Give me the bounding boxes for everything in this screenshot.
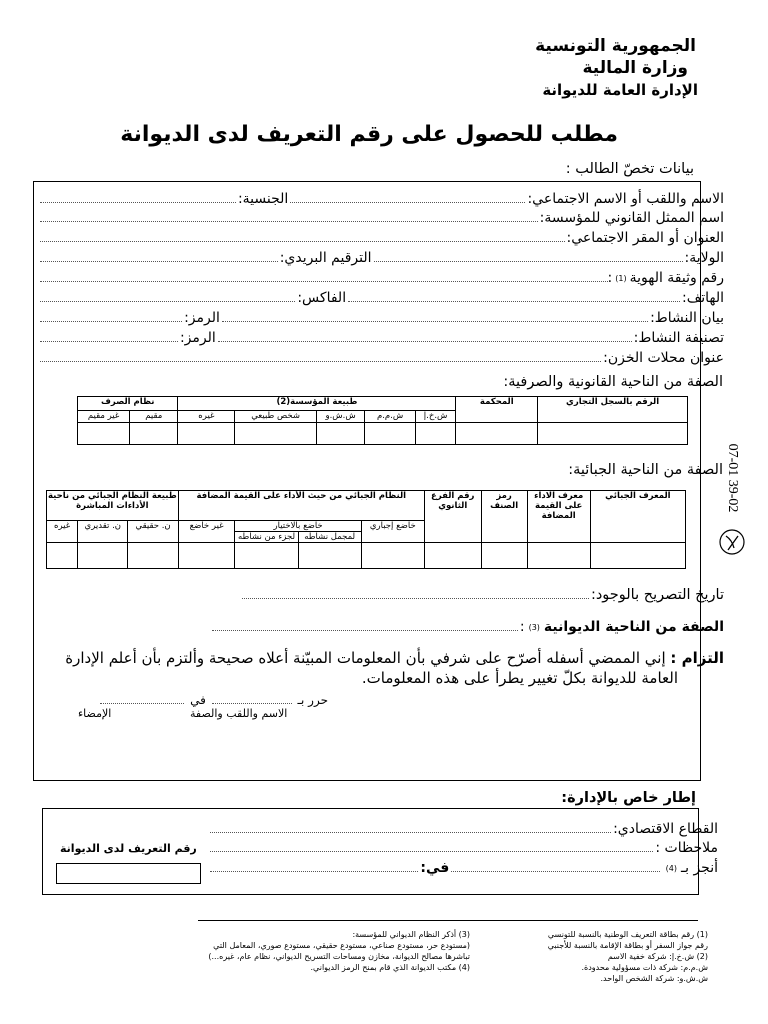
side-margin (712, 440, 752, 580)
cell[interactable] (178, 543, 235, 569)
activity-label: بيان النشاط: (650, 310, 724, 326)
activity-class-field[interactable] (218, 328, 632, 342)
vat-not-subject: غير خاضع (178, 521, 235, 543)
col-register: الرقم بالسجل التجاري (538, 397, 688, 423)
applicant-section-heading: بيانات تخصّ الطالب : (565, 161, 694, 177)
customs-row (210, 617, 724, 637)
legal-rep-label: اسم الممثل القانوني للمؤسسة: (539, 210, 724, 226)
cell[interactable] (78, 423, 130, 445)
nature-person: شخص طبيعي (235, 411, 316, 423)
footnote-4: (4) مكتب الديوانة الذي قام بمنح الرمز الديواني. (310, 963, 470, 972)
commitment-text-1: إني الممضي أسفله أصرّح على شرفي بأن المعلومات المبيّنة أعلاه صحيحة وألتزم بأن أعلم الإدارة (65, 649, 666, 667)
id-footnote-ref: (1) (615, 274, 627, 283)
col-vat-regime: النظام الجبائي من حيث الأداء على القيمة المضافة (178, 491, 424, 521)
nature-suarl: ش.ش.و (316, 411, 365, 423)
category-cell[interactable] (481, 543, 527, 569)
col-vat-id: معرف الاداء على القيمة المضافة (527, 491, 590, 543)
warehouse-label: عنوان محلات الخزن: (603, 350, 724, 366)
in-label: في (190, 693, 206, 707)
cell[interactable] (235, 543, 298, 569)
commitment-block (64, 648, 724, 669)
signature-place-row (98, 690, 328, 707)
tax-table (46, 490, 686, 569)
declaration-date-label: تاريخ التصريح بالوجود: (590, 587, 724, 603)
customs-section-heading: الصفة من الناحية الديوانية (543, 619, 724, 635)
place-field[interactable] (212, 690, 292, 704)
cell[interactable] (47, 543, 78, 569)
optional-part: لجزء من نشاطه (235, 532, 298, 543)
activity-field[interactable] (222, 308, 648, 322)
name-label: الاسم واللقب أو الاسم الاجتماعي: (527, 191, 724, 207)
class-code-field[interactable] (40, 328, 178, 342)
name-row (38, 189, 724, 209)
court-cell[interactable] (456, 423, 538, 445)
cell[interactable] (130, 423, 178, 445)
republic-header: الجمهورية التونسية (535, 36, 696, 56)
colon: : (607, 270, 613, 286)
exchange-resident: مقيم (130, 411, 178, 423)
admin-section-heading: إطار خاص بالإدارة: (561, 790, 696, 806)
postal-code-label: الترقيم البريدي: (279, 250, 372, 266)
cell[interactable] (78, 543, 128, 569)
legal-table (77, 396, 688, 445)
phone-label: الهاتف: (682, 290, 724, 306)
commitment-label: التزام : (670, 649, 724, 667)
customs-id-box[interactable] (56, 863, 201, 884)
footnote-3a: (3) أذكر النظام الديواني للمؤسسة: (352, 930, 470, 939)
address-label: العنوان أو المقر الاجتماعي: (566, 230, 724, 246)
id-number-row (38, 268, 724, 288)
col-direct-regime: طبيعة النظام الجبائي من ناحية الأداءات المباشرة (47, 491, 179, 521)
customs-id-label: رقم التعريف لدى الديوانة (60, 842, 197, 855)
vat-id-cell[interactable] (527, 543, 590, 569)
footnote-2a: (2) ش.خ.إ: شركة خفية الاسم (607, 952, 708, 961)
warehouse-row (38, 348, 724, 368)
warehouse-field[interactable] (40, 348, 601, 362)
footnote-2c: ش.ش.و: شركة الشخص الواحد. (600, 974, 708, 983)
footnotes-left (140, 929, 470, 973)
name-field[interactable] (290, 189, 525, 203)
legal-section-heading: الصفة من الناحية القانونية والصرفية: (503, 374, 723, 390)
exchange-nonresident: غير مقيم (78, 411, 130, 423)
tax-section-heading: الصفة من الناحية الجبائية: (568, 462, 723, 478)
nature-sarl: ش.م.م (365, 411, 415, 423)
id-number-label: رقم وثيقة الهوية (629, 270, 724, 286)
activity-class-label: تصنيفة النشاط: (633, 330, 724, 346)
activity-row (38, 308, 724, 328)
branch-cell[interactable] (424, 543, 481, 569)
col-exchange: نظام الصرف (78, 397, 178, 411)
optional-whole: لمجمل نشاطه (298, 532, 361, 543)
address-field[interactable] (40, 228, 565, 242)
cell[interactable] (128, 543, 178, 569)
postal-code-field[interactable] (40, 248, 278, 262)
activity-code-field[interactable] (40, 308, 182, 322)
colon: : (519, 619, 525, 635)
direct-other: غيره (47, 521, 78, 543)
nature-sa: ش.خ.إ (415, 411, 456, 423)
admin-date-field[interactable] (210, 858, 418, 872)
direct-real: ن. حقيقي (128, 521, 178, 543)
declaration-date-row (240, 585, 724, 605)
done-footnote-ref: (4) (665, 864, 677, 873)
ministry-header: وزارة المالية (582, 58, 688, 78)
address-row (38, 228, 724, 248)
admin-done-at-label: أنجز بـ (681, 860, 718, 876)
fax-label: الفاكس: (297, 290, 347, 306)
legal-rep-row (38, 208, 724, 228)
notes-row (208, 838, 718, 858)
fax-field[interactable] (40, 288, 295, 302)
form-code: 07-01 39-02 (725, 443, 740, 513)
name-title-caption: الاسم واللقب والصفة (190, 707, 288, 720)
tax-id-cell[interactable] (590, 543, 685, 569)
nationality-label: الجنسية: (237, 191, 289, 207)
customs-footnote-ref: (3) (528, 623, 540, 632)
signature-caption: الإمضاء (78, 707, 112, 720)
col-nature: طبيعة المؤسسة(2) (178, 397, 456, 411)
id-number-field[interactable] (40, 268, 608, 282)
footnote-3b: (مستودع حر، مستودع صناعي، مستودع حقيقي، مستودع صوري، المعامل التي (213, 941, 470, 950)
cell[interactable] (361, 543, 424, 569)
direct-estimated: ن. تقديري (78, 521, 128, 543)
admin-place-field[interactable] (451, 858, 659, 872)
cell[interactable] (178, 423, 235, 445)
footnote-1b: رقم جواز السفر أو بطاقة الإقامة بالنسبة للأجنبي (547, 941, 708, 950)
phone-field[interactable] (348, 288, 680, 302)
col-branch: رقم الفرع الثانوي (424, 491, 481, 543)
class-code-label: الرمز: (179, 330, 216, 346)
phone-row (38, 288, 724, 308)
footnote-3c: تباشرها مصالح الديوانة، مخازن ومساحات التسريح الديواني، نظام عام، غيره...) (208, 952, 470, 961)
cell[interactable] (365, 423, 415, 445)
sector-label: القطاع الاقتصادي: (613, 821, 718, 837)
declaration-date-field[interactable] (242, 585, 589, 599)
cell[interactable] (298, 543, 361, 569)
footnote-2b: ش.م.م: شركة ذات مسؤولية محدودة. (581, 963, 708, 972)
footnote-separator (198, 920, 698, 921)
register-cell[interactable] (538, 423, 688, 445)
notes-field[interactable] (210, 838, 653, 852)
activity-code-label: الرمز: (184, 310, 220, 326)
footnote-1a: (1) رقم بطاقة التعريف الوطنية بالنسبة للتونسي (547, 930, 708, 939)
sector-row (208, 819, 718, 839)
commitment-text-2: العامة للديوانة بكلّ تغيير يطرأ على هذه المعلومات. (361, 669, 678, 687)
col-court: المحكمة (456, 397, 538, 423)
governorate-row (38, 248, 724, 268)
admin-in-label: في: (420, 860, 450, 876)
nationality-field[interactable] (40, 189, 236, 203)
governorate-field[interactable] (374, 248, 683, 262)
footnotes-right (508, 929, 708, 984)
date-field[interactable] (100, 690, 184, 704)
page-title: مطلب للحصول على رقم التعريف لدى الديوانة (120, 122, 618, 147)
legal-rep-field[interactable] (40, 208, 538, 222)
vat-optional: خاضع بالاختيار (235, 521, 361, 532)
customs-field[interactable] (212, 617, 518, 631)
notes-label: ملاحظات : (655, 840, 718, 856)
directorate-header: الإدارة العامة للديوانة (542, 81, 698, 99)
governorate-label: الولاية: (684, 250, 724, 266)
cell[interactable] (316, 423, 365, 445)
activity-class-row (38, 328, 724, 348)
vat-mandatory: خاضع إجباري (361, 521, 424, 543)
nature-other: غيره (178, 411, 235, 423)
col-tax-id: المعرف الجبائي (590, 491, 685, 543)
sector-field[interactable] (210, 819, 611, 833)
done-at-row (208, 858, 718, 878)
col-category: رمز الصنف (481, 491, 527, 543)
cell[interactable] (235, 423, 316, 445)
done-at-label: حرر بـ (297, 693, 328, 707)
cell[interactable] (415, 423, 456, 445)
